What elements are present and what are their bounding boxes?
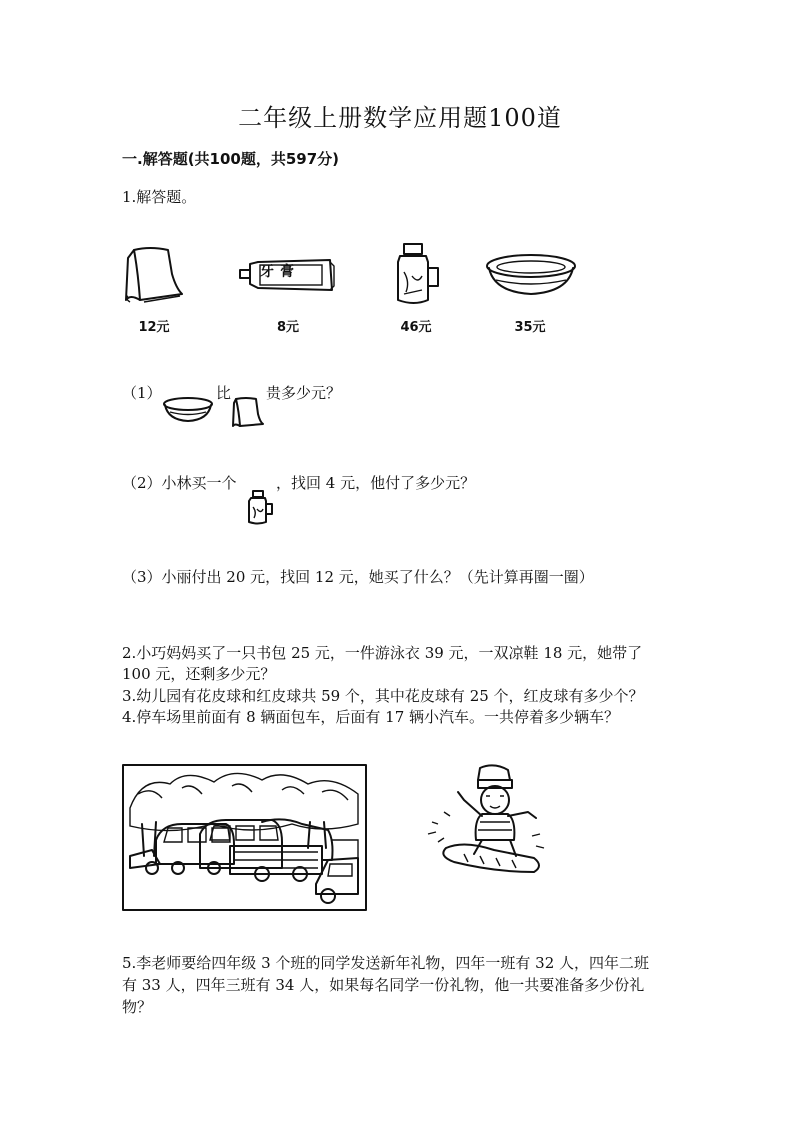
towel-icon (120, 244, 190, 310)
question-3: 3.幼儿园有花皮球和红皮球共 59 个，其中花皮球有 25 个，红皮球有多少个？ (122, 687, 644, 705)
q1-sub1-middle: 比 (216, 384, 232, 402)
question-2-line-1: 2.小巧妈妈买了一只书包 25 元，一件游泳衣 39 元，一双凉鞋 18 元，她带了 (122, 644, 643, 662)
snowboarder-illustration (424, 762, 548, 886)
q1-sub1-prefix: （1） (122, 384, 162, 402)
question-4: 4.停车场里前面有 8 辆面包车，后面有 17 辆小汽车。一共停着多少辆车？ (122, 708, 620, 726)
q1-sub3: （3）小丽付出 20 元，找回 12 元，她买了什么？（先计算再圈一圈） (122, 568, 594, 586)
toothpaste-label: 牙膏 (260, 264, 300, 280)
parking-lot-illustration (122, 764, 368, 916)
page-title: 二年级上册数学应用题100道 (238, 104, 562, 132)
price-towel: 12元 (138, 320, 170, 335)
basin-icon-small (162, 396, 214, 428)
q1-sub1-suffix: 贵多少元？ (266, 384, 342, 402)
jar-icon (388, 242, 448, 312)
price-jar: 46元 (400, 320, 432, 335)
basin-icon (484, 252, 578, 306)
question-5-line-3: 物？ (122, 998, 153, 1016)
q1-sub2-suffix: ，找回 4 元，他付了多少元？ (276, 474, 476, 492)
question-2-line-2: 100 元，还剩多少元？ (122, 665, 276, 683)
price-basin: 35元 (514, 320, 546, 335)
question-1-label: 1.解答题。 (122, 188, 197, 206)
price-toothpaste: 8元 (276, 320, 300, 335)
towel-icon-small (230, 396, 266, 434)
q1-sub2-prefix: （2）小林买一个 (122, 474, 237, 492)
question-5-line-1: 5.李老师要给四年级 3 个班的同学发送新年礼物，四年一班有 32 人，四年二班 (122, 954, 650, 972)
section-heading: 一.解答题(共100题，共597分) (122, 150, 340, 168)
jar-icon-small (244, 490, 278, 530)
question-5-line-2: 有 33 人，四年三班有 34 人，如果每名同学一份礼物，他一共要准备多少份礼 (122, 976, 645, 994)
